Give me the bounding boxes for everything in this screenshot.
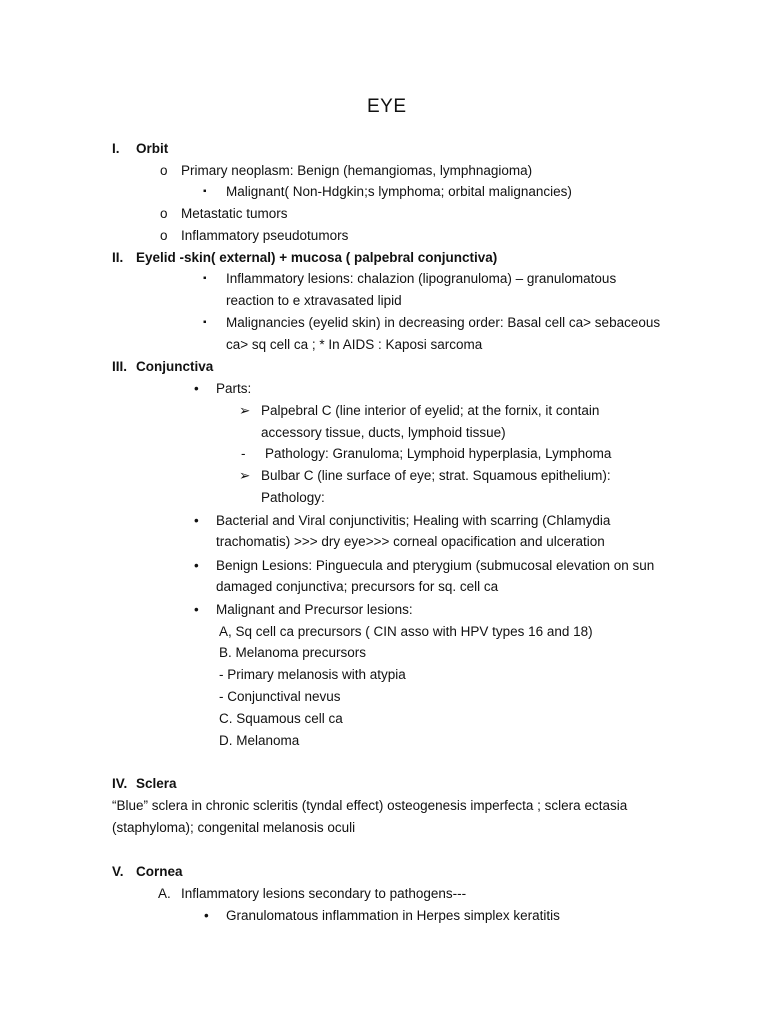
list-item-continuation: accessory tissue, ducts, lymphoid tissue) [261, 425, 506, 440]
list-item-continuation: damaged conjunctiva; precursors for sq. cell ca [216, 579, 499, 594]
list-item: Malignant and Precursor lesions: [216, 602, 413, 617]
bullet-marker: • [194, 513, 199, 528]
list-item: Inflammatory lesions: chalazion (lipogranuloma) – granulomatous [226, 271, 617, 286]
paragraph-line: (staphyloma); congenital melanosis oculi [112, 820, 356, 835]
list-marker: A. [158, 886, 171, 901]
bullet-marker: • [194, 602, 199, 617]
section-numeral: III. [112, 359, 128, 374]
list-item-continuation: reaction to e xtravasated lipid [226, 293, 402, 308]
section-heading-cornea: Cornea [136, 864, 183, 879]
section-heading-orbit: Orbit [136, 141, 169, 156]
sub-list-item: - Conjunctival nevus [219, 689, 341, 704]
list-item: Benign Lesions: Pinguecula and pterygium (submucosal elevation on sun [216, 558, 655, 573]
list-item: Parts: [216, 381, 252, 396]
dash-marker: - [241, 446, 246, 461]
arrow-marker: ➢ [239, 468, 251, 483]
list-item: Malignancies (eyelid skin) in decreasing order: Basal cell ca> sebaceous [226, 315, 661, 330]
sub-list-item: - Primary melanosis with atypia [219, 667, 406, 682]
section-numeral: I. [112, 141, 120, 156]
list-item: Bulbar C (line surface of eye; strat. Squamous epithelium): [261, 468, 611, 483]
list-item: Primary neoplasm: Benign (hemangiomas, lymphnagioma) [181, 163, 533, 178]
list-item-continuation: trachomatis) >>> dry eye>>> corneal opacification and ulceration [216, 534, 605, 549]
section-heading-sclera: Sclera [136, 776, 177, 791]
page-title: EYE [367, 96, 407, 117]
list-marker: o [160, 206, 168, 221]
list-item: Metastatic tumors [181, 206, 288, 221]
sub-list-item: A, Sq cell ca precursors ( CIN asso with HPV types 16 and 18) [219, 624, 593, 639]
list-marker: ▪ [203, 317, 207, 328]
list-item: Bacterial and Viral conjunctivitis; Healing with scarring (Chlamydia [216, 513, 611, 528]
list-marker: ▪ [203, 186, 207, 197]
list-marker: o [160, 163, 168, 178]
section-heading-eyelid: Eyelid -skin( external) + mucosa ( palpebral conjunctiva) [136, 250, 498, 265]
list-item: Palpebral C (line interior of eyelid; at the fornix, it contain [261, 403, 600, 418]
section-numeral: II. [112, 250, 124, 265]
list-item: Malignant( Non-Hdgkin;s lymphoma; orbital malignancies) [226, 184, 572, 199]
list-item: Inflammatory pseudotumors [181, 228, 349, 243]
bullet-marker: • [194, 381, 199, 396]
arrow-marker: ➢ [239, 403, 251, 418]
list-item: Granulomatous inflammation in Herpes simplex keratitis [226, 908, 560, 923]
list-item-continuation: ca> sq cell ca ; * In AIDS : Kaposi sarcoma [226, 337, 483, 352]
sub-list-item: C. Squamous cell ca [219, 711, 343, 726]
paragraph-line: “Blue” sclera in chronic scleritis (tyndal effect) osteogenesis imperfecta ; sclera ectasia [112, 798, 628, 813]
section-numeral: IV. [112, 776, 128, 791]
list-item: Inflammatory lesions secondary to pathogens--- [181, 886, 467, 901]
list-marker: o [160, 228, 168, 243]
section-heading-conjunctiva: Conjunctiva [136, 359, 214, 374]
bullet-marker: • [204, 908, 209, 923]
sub-list-item: B. Melanoma precursors [219, 645, 367, 660]
sub-list-item: D. Melanoma [219, 733, 300, 748]
list-item: Pathology: Granuloma; Lymphoid hyperplasia, Lymphoma [265, 446, 612, 461]
section-numeral: V. [112, 864, 124, 879]
list-item-continuation: Pathology: [261, 490, 325, 505]
bullet-marker: • [194, 558, 199, 573]
list-marker: ▪ [203, 273, 207, 284]
